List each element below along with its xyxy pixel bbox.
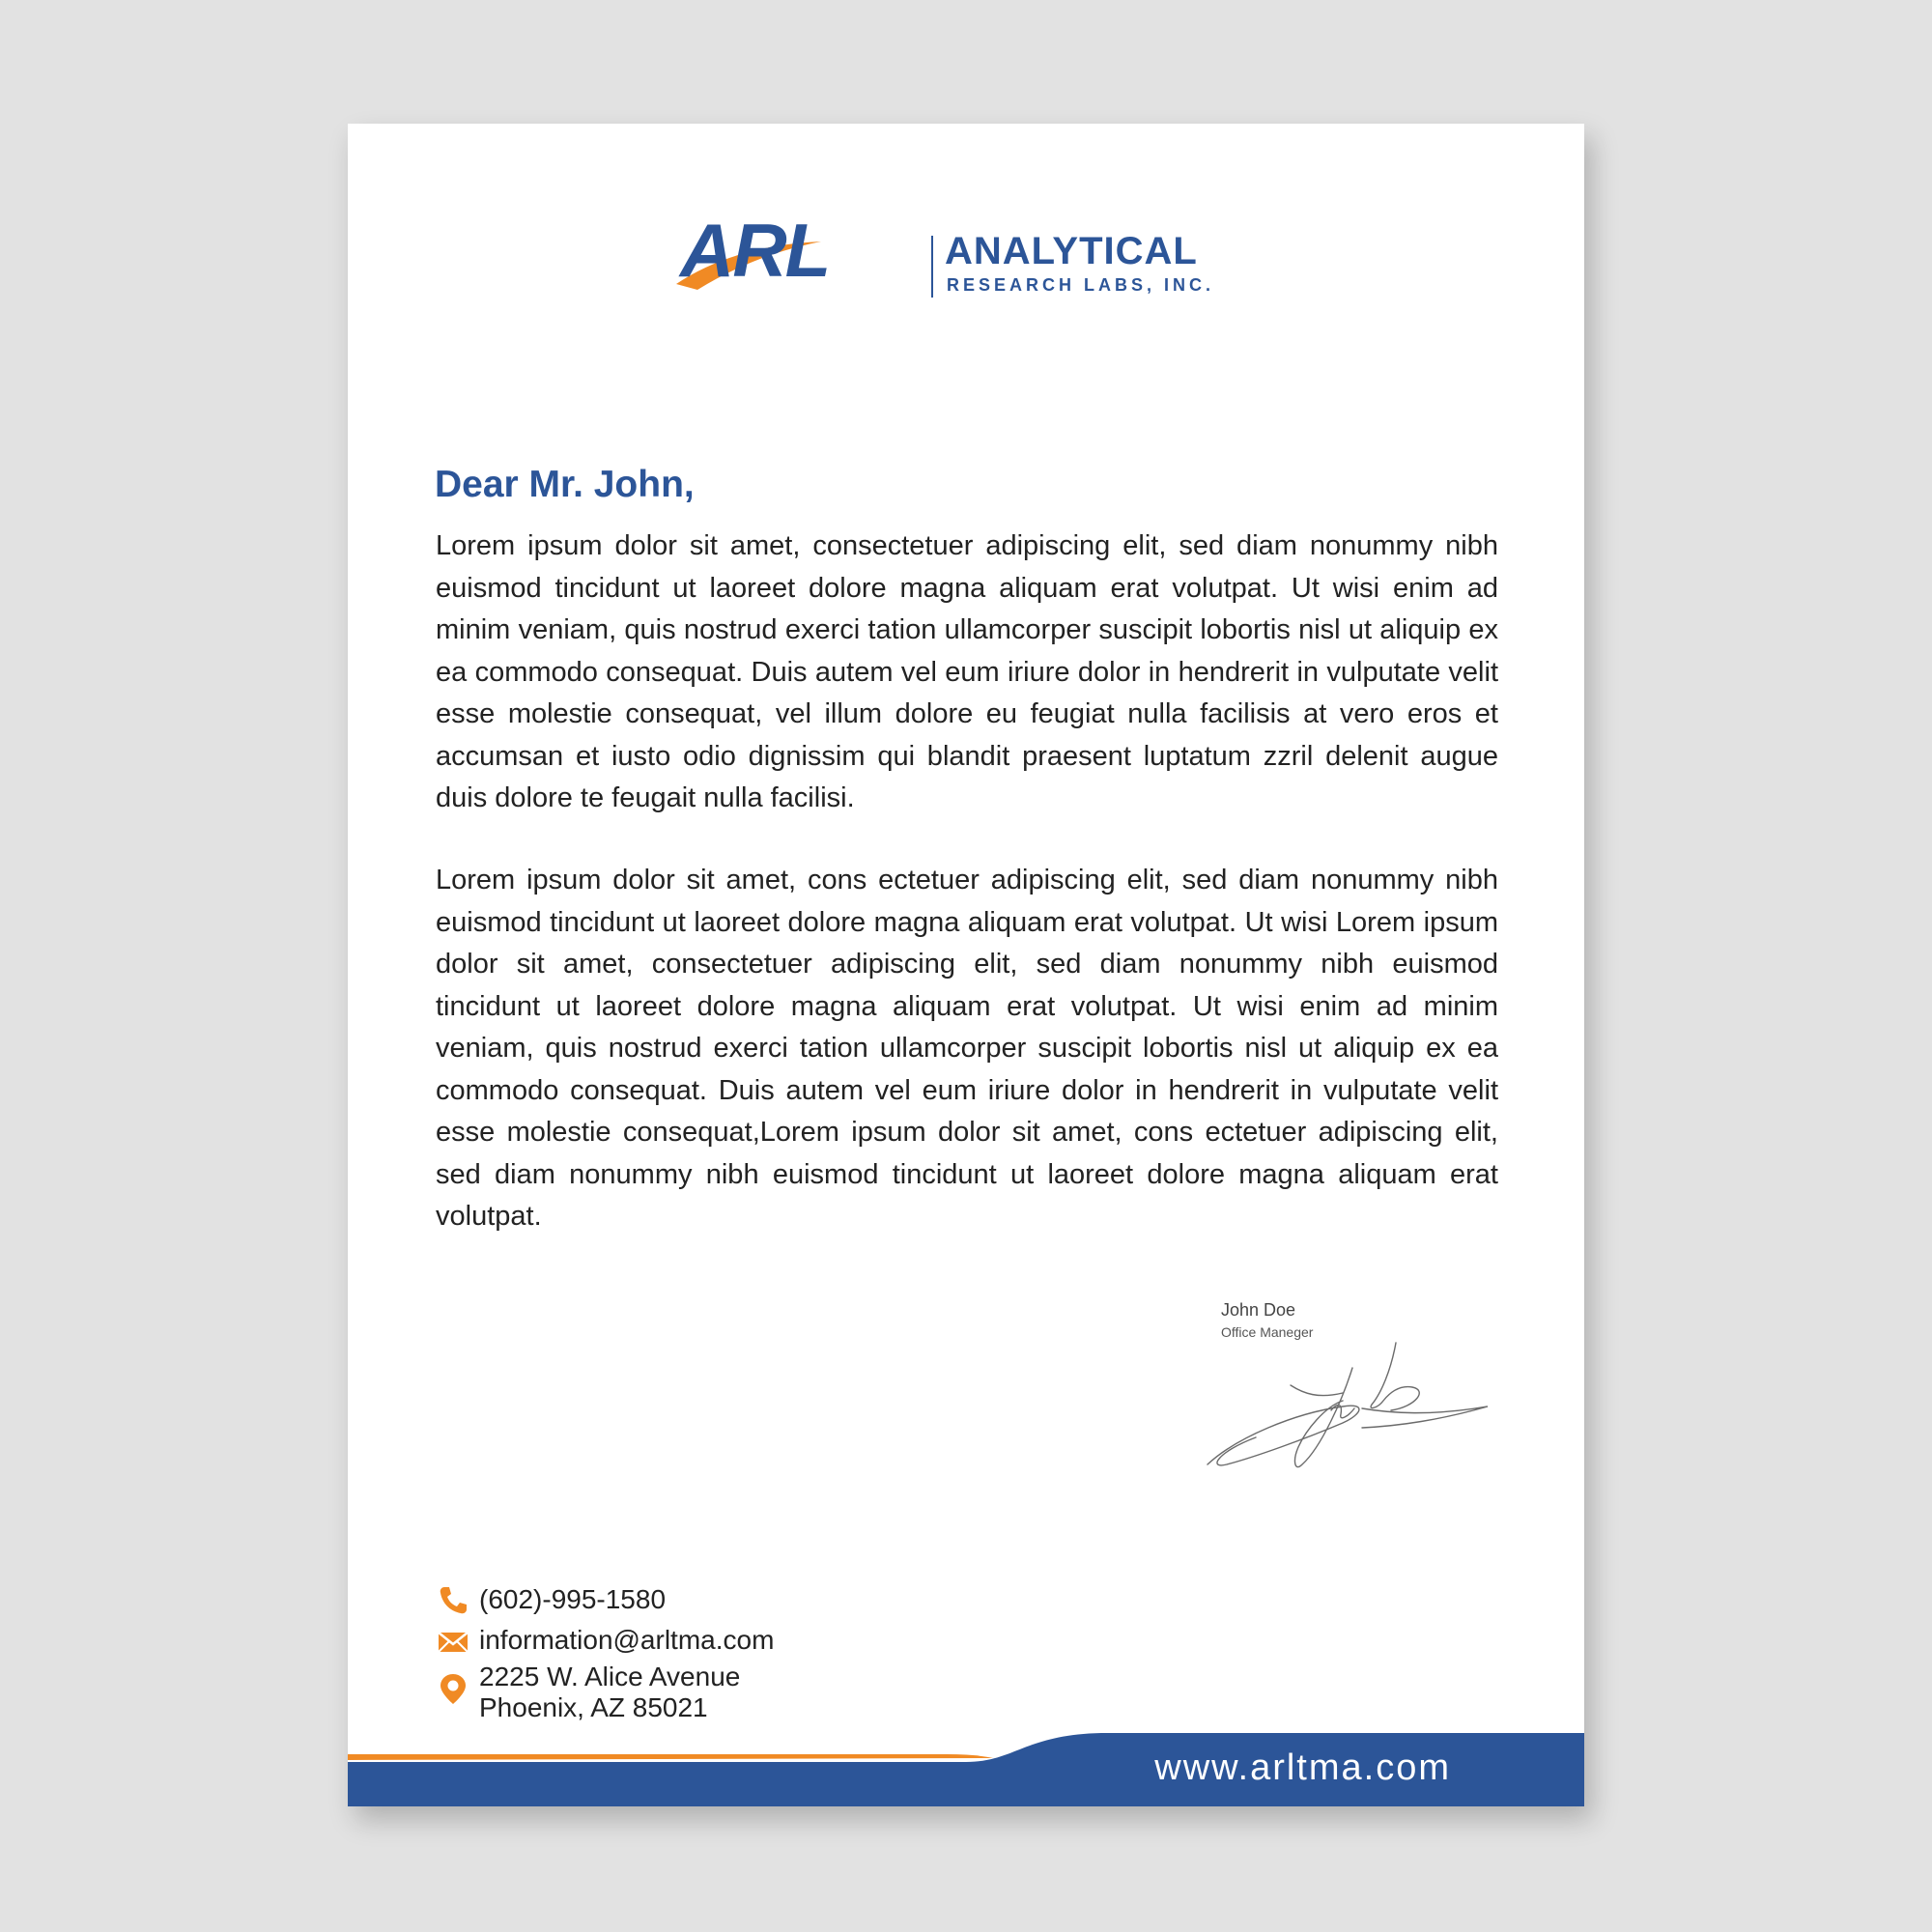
letterhead-page	[348, 124, 1584, 1806]
signature-title: Office Maneger	[1221, 1324, 1314, 1340]
logo-company-subtitle: RESEARCH LABS, INC.	[947, 275, 1215, 295]
address-line-2: Phoenix, AZ 85021	[479, 1692, 708, 1722]
handwritten-signature	[1198, 1293, 1517, 1515]
logo-abbr: ARL	[680, 208, 830, 293]
contact-address	[437, 1662, 740, 1723]
letter-paragraph: Lorem ipsum dolor sit amet, cons ectetuer adipiscing elit, sed diam nonummy nibh euismod tincidunt ut laoreet dolore magna aliquam erat volutpat. Ut wisi Lorem ipsum dolor sit amet, consectetuer adipiscing elit, sed diam nonummy nibh euismod tincidunt ut laoreet dolore magna aliquam erat volutpat. Ut wisi enim ad minim veniam, quis nostrud exerci tation ullamcorper suscipit lobortis nisl ut aliquip ex ea commodo consequat. Duis autem vel eum iriure dolor in hendrerit in vulputate velit esse molestie consequat,Lorem ipsum dolor sit amet, cons ectetuer adipiscing elit, sed diam nonummy nibh euismod tincidunt ut laoreet dolore magna aliquam erat volutpat.	[436, 865, 1498, 1232]
address-line-1: 2225 W. Alice Avenue	[479, 1662, 741, 1691]
phone-icon	[437, 1584, 469, 1617]
contact-email	[437, 1625, 774, 1658]
footer-band	[348, 1729, 1584, 1806]
location-pin-icon	[437, 1669, 469, 1708]
phone-number: (602)-995-1580	[479, 1584, 667, 1614]
letter-paragraph: Lorem ipsum dolor sit amet, consectetuer adipiscing elit, sed diam nonummy nibh euismod tincidunt ut laoreet dolore magna aliquam erat volutpat. Ut wisi enim ad minim veniam, quis nostrud exerci tation ullamcorper suscipit lobortis nisl ut aliquip ex ea commodo consequat. Duis autem vel eum iriure dolor in hendrerit in vulputate velit esse molestie consequat, vel illum dolore eu feugiat nulla facilisis at vero eros et accumsan et iusto odio dignissim qui blandit praesent luptatum zzril delenit augue duis dolore te feugait nulla facilisi.	[436, 530, 1498, 813]
contact-phone	[437, 1584, 666, 1617]
email-address: information@arltma.com	[479, 1625, 775, 1655]
logo-divider	[931, 236, 933, 298]
company-logo	[676, 207, 1217, 303]
footer-website-link[interactable]: www.arltma.com	[1154, 1747, 1451, 1788]
logo-company-name: ANALYTICAL	[945, 230, 1198, 272]
signature-name: John Doe	[1221, 1300, 1296, 1320]
envelope-icon	[437, 1625, 469, 1658]
letter-greeting: Dear Mr. John,	[435, 464, 695, 505]
